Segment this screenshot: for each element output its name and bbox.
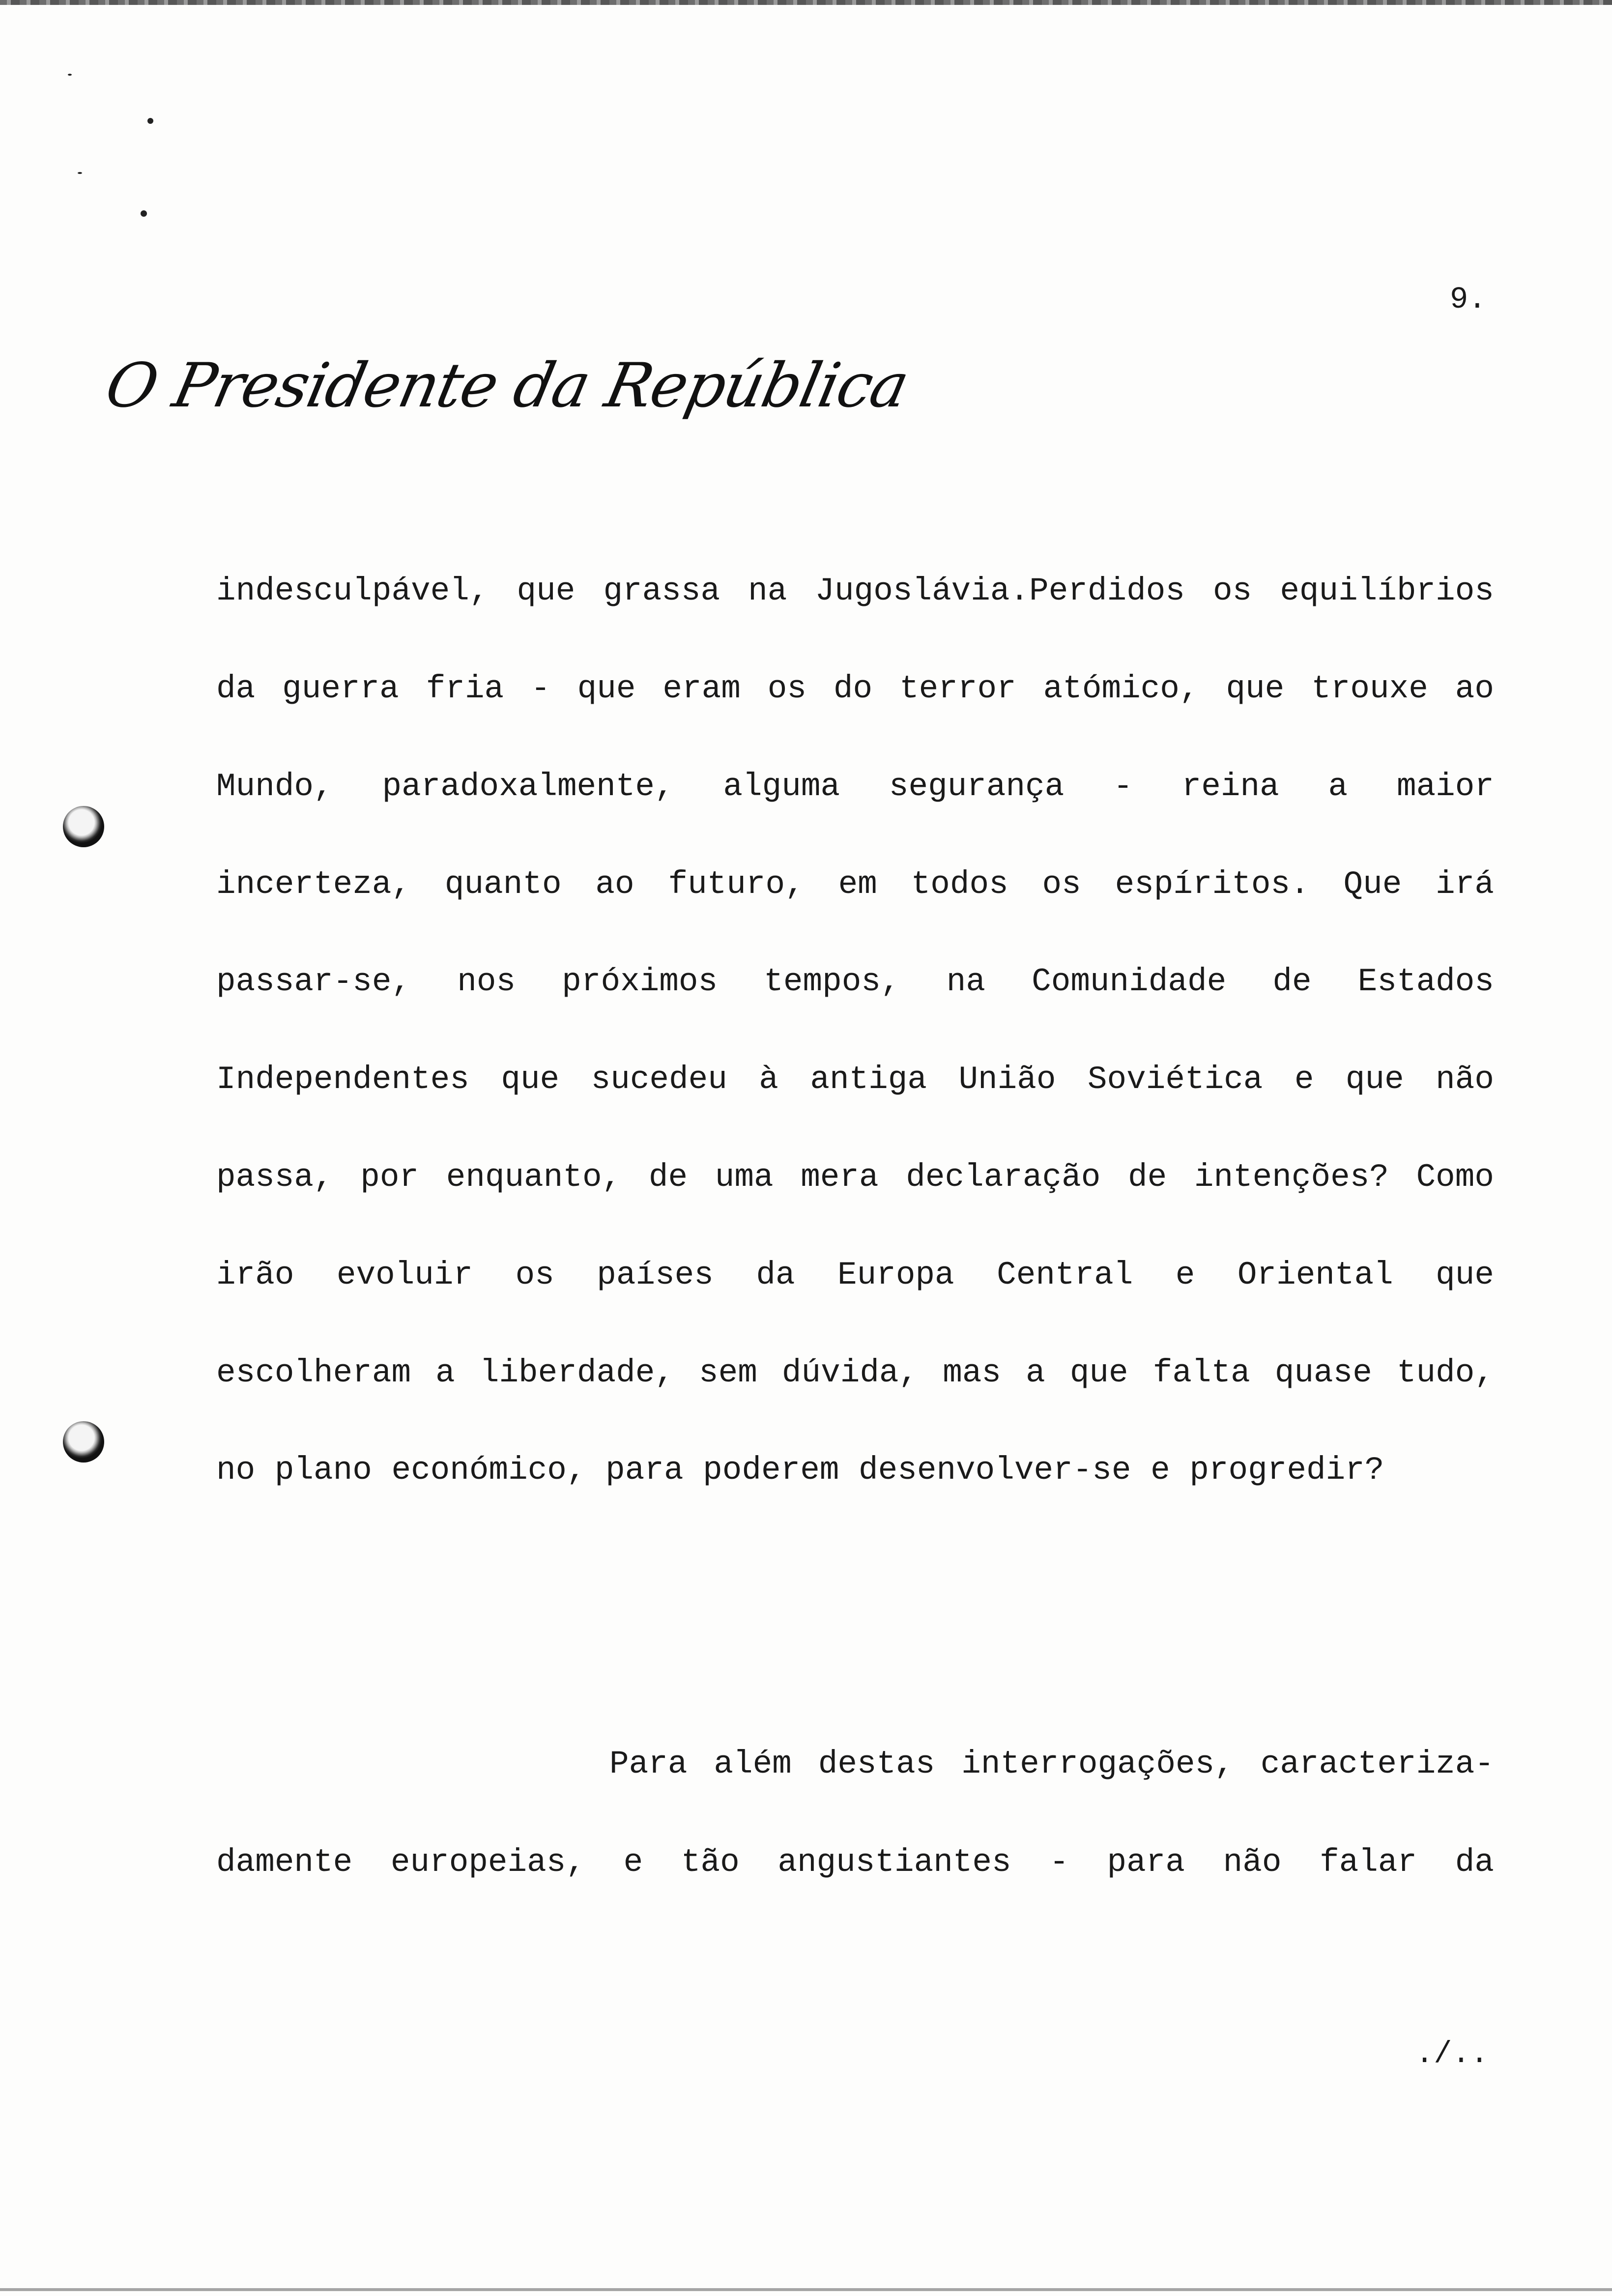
text-line: Para além destas interrogações, caracteriza- [609,1746,1494,1782]
text-line: Independentes que sucedeu à antiga União Soviética e que não [216,1061,1494,1098]
text-line: passa, por enquanto, de uma mera declaração de intenções? Como [216,1159,1494,1196]
text-line: passar-se, nos próximos tempos, na Comunidade de Estados [216,963,1494,1000]
text-line: indesculpável, que grassa na Jugoslávia.Perdidos os equilíbrios [216,573,1494,609]
text-line: no plano económico, para poderem desenvolver-se e progredir? [216,1452,1384,1489]
text-line: escolheram a liberdade, sem dúvida, mas a que falta quase tudo, [216,1354,1494,1391]
letterhead-signature: O Presidente da República [99,350,914,421]
scan-edge-top [0,0,1612,5]
punch-hole-lower [63,1421,104,1463]
scan-edge-bottom [0,2288,1612,2291]
punch-hole-upper [63,806,104,847]
scan-speck [78,172,82,174]
text-line: damente europeias, e tão angustiantes - para não falar da [216,1844,1494,1881]
text-line: incerteza, quanto ao futuro, em todos os espíritos. Que irá [216,866,1494,903]
text-line: irão evoluir os países da Europa Central e Oriental que [216,1257,1494,1293]
scan-speck [147,118,153,124]
text-line: da guerra fria - que eram os do terror atómico, que trouxe ao [216,670,1494,707]
continuation-mark: ./.. [1415,2037,1489,2071]
scan-speck [141,210,147,217]
scan-speck [68,74,72,76]
page-number: 9. [1450,282,1487,317]
text-line: Mundo, paradoxalmente, alguma segurança - reina a maior [216,768,1494,805]
